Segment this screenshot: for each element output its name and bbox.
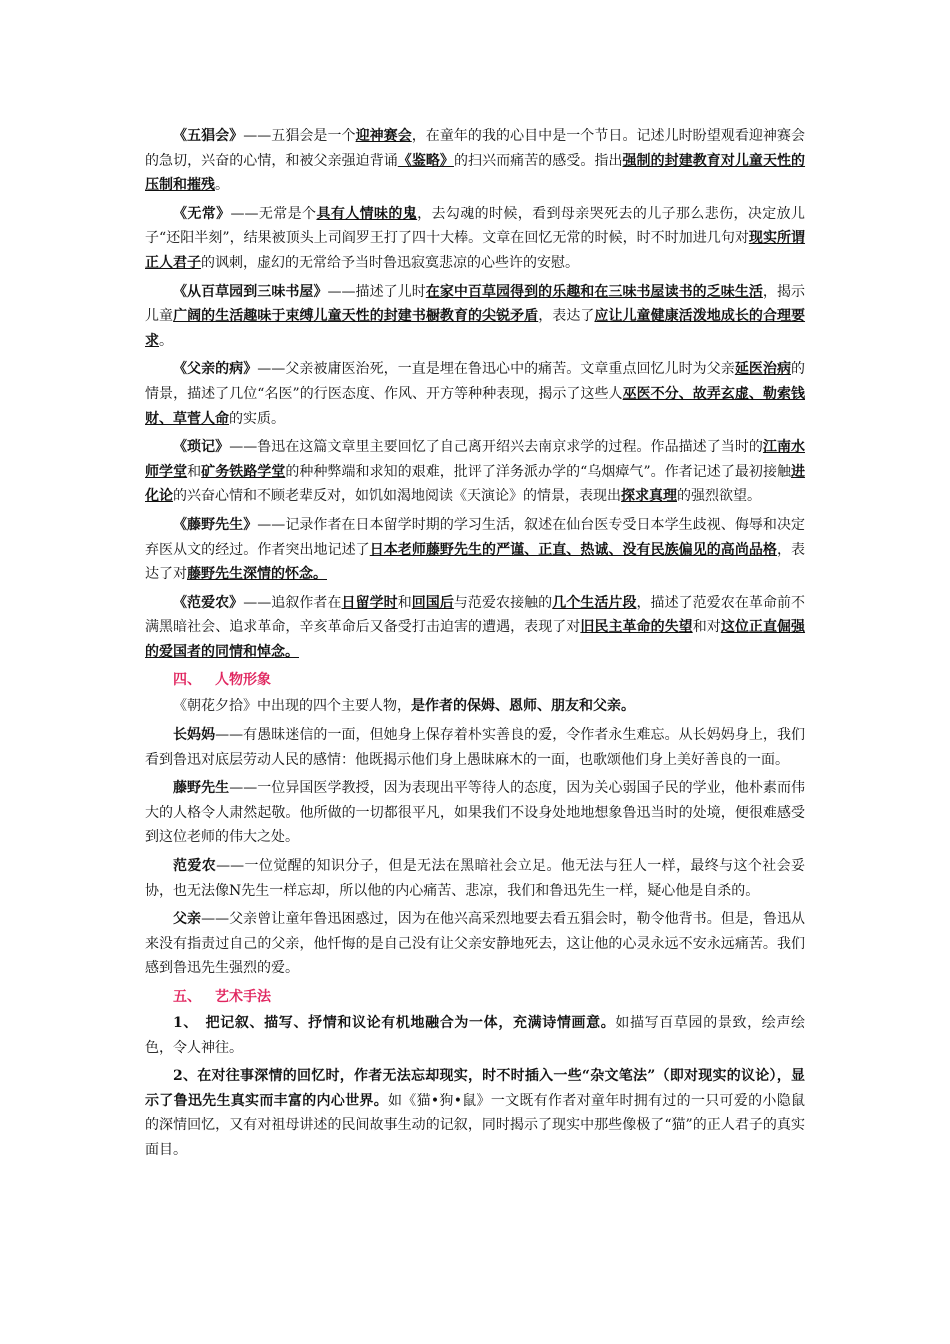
body-text: ，描述了范爱农在革命前不满黑暗社会、追求革命，辛亥革命后又备受打击迫害的遭遇，表现了对: [145, 594, 806, 636]
bold-text: 父亲: [173, 911, 202, 928]
body-text: 的扫兴而痛苦的感受。指出: [453, 152, 623, 169]
underlined-key-phrase: 强制的封建教育对儿童天性的压制和摧残: [145, 152, 806, 194]
body-text: 的情景，描述了几位“名医”的行医态度、作风、开方等种种表现，揭示了这些人: [145, 361, 806, 402]
section-5-title: 艺术手法: [215, 989, 271, 1005]
work-tengye: [145, 513, 805, 587]
underlined-key-phrase: 具有人情味的鬼: [316, 205, 418, 222]
section-4-title: 人物形象: [215, 672, 271, 689]
underlined-key-phrase: 几个生活片段: [552, 594, 637, 611]
bold-text: 藤野先生: [173, 780, 230, 797]
section-5-number: 五、: [173, 989, 201, 1005]
underlined-key-phrase: 江南水师学堂: [145, 439, 805, 480]
work-wuchang: [145, 202, 805, 276]
underlined-key-phrase: 现实所谓正人君子: [145, 230, 806, 271]
bold-text: 2、在对往事深情的回忆时，作者无法忘却现实，时不时插入一些“杂文笔法”（即对现实的议论），显示了鲁迅先生真实而丰富的内心世界。: [145, 1068, 805, 1109]
body-text: 和: [187, 463, 202, 480]
underlined-key-phrase: 回国后: [411, 594, 454, 611]
bold-text: 《从百草园到三味书屋》: [173, 283, 328, 300]
underlined-key-phrase: 广阔的生活趣味于束缚儿童天性的封建书橱教育的尖锐矛盾: [173, 308, 539, 325]
body-text: ——父亲曾让童年鲁迅困惑过，因为在他兴高采烈地要去看五猖会时，勒令他背书。但是，鲁迅从来没有指责过自己的父亲，他忏悔的是自己没有让父亲安静地死去，这让他的心灵永远不安永远痛苦。我们感到鲁迅先生强烈的爱。: [145, 911, 805, 977]
underlined-key-phrase: 应让儿童健康活泼地成长的合理要求: [145, 308, 806, 349]
body-text: 的实质。: [229, 410, 285, 427]
underlined-key-phrase: 旧民主革命的失望: [580, 619, 693, 636]
body-text: ——记录作者在日本留学时期的学习生活，叙述在仙台医专受日本学生歧视、侮辱和决定弃医从文的经过。作者突出地记述了: [145, 516, 805, 558]
body-text: 的强烈欲望。: [677, 488, 761, 505]
bold-text: 1、 把记叙、描写、抒情和议论有机地融合为一体，充满诗情画意。: [173, 1015, 616, 1031]
body-text: ，表达了对: [145, 541, 806, 583]
body-text: ，去勾魂的时候，看到母亲哭死去的儿子那么悲伤，决定放儿子“还阳半刻”，结果被顶头上司阎罗王打了四十大棒。文章在回忆无常的时候，时不时加进几句对: [145, 205, 806, 247]
bold-text: 长妈妈: [173, 727, 216, 744]
body-text: ，在童年的我的心目中是一个节日。记述儿时盼望观看迎神赛会的急切，兴奋的心情，和被父亲强迫背诵: [145, 128, 806, 169]
body-text: ——一位异国医学教授，因为表现出平等待人的态度，因为关心弱国子民的学业，他朴素而伟大的人格令人肃然起敬。他所做的一切都很平凡，如果我们不设身处地地想象鲁迅当时的处境，便很难感受到这位老师的伟大之处。: [145, 780, 805, 846]
document-page: [145, 124, 805, 1167]
underlined-key-phrase: 探求真理: [621, 488, 677, 505]
bold-text: 《琐记》: [173, 439, 230, 456]
character-fanainong: [145, 854, 805, 903]
body-text: 。: [159, 332, 173, 349]
body-text: ——无常是个: [230, 205, 317, 222]
underlined-key-phrase: 《鉴略》: [397, 152, 454, 169]
work-fuqin: [145, 357, 805, 431]
underlined-key-phrase: 延医治病: [734, 361, 792, 378]
bold-text: 是作者的保姆、恩师、朋友和父亲。: [411, 698, 635, 715]
character-tengye: [145, 776, 805, 850]
underlined-key-phrase: 进化论: [145, 463, 806, 505]
body-text: 如描写百草园的景致，绘声绘色，令人神往。: [145, 1015, 805, 1056]
bold-text: 《范爱农》: [173, 594, 244, 611]
character-fuqin: [145, 907, 805, 981]
body-text: ——一位觉醒的知识分子，但是无法在黑暗社会立足。他无法与狂人一样，最终与这个社会妥协，也无法像N先生一样忘却，所以他的内心痛苦、悲凉，我们和鲁迅先生一样，疑心他是自杀的。: [145, 858, 806, 899]
section-5-heading: [173, 985, 805, 1009]
body-text: 的种种弊端和求知的艰难，批评了洋务派办学的“乌烟瘴气”。作者记述了最初接触: [285, 463, 792, 480]
section-4-heading: [173, 668, 805, 692]
underlined-key-phrase: 藤野先生深情的怀念。: [187, 566, 327, 583]
section-4-intro: [145, 694, 805, 719]
bold-text: 《五猖会》: [173, 128, 244, 144]
body-text: 。: [215, 177, 229, 194]
body-text: 和对: [692, 619, 721, 636]
underlined-key-phrase: 迎神赛会: [355, 128, 412, 144]
body-text: 与范爱农接触的: [453, 594, 553, 611]
underlined-key-phrase: 矿务铁路学堂: [201, 463, 286, 480]
underlined-key-phrase: 巫医不分、故弄玄虚、勒索钱财、草菅人命: [145, 385, 806, 427]
body-text: ——有愚昧迷信的一面，但她身上保存着朴实善良的爱，令作者永生难忘。从长妈妈身上，我们看到鲁迅对底层劳动人民的感情：他既揭示他们身上愚昧麻木的一面，也歌颂他们身上美好善良的一面。: [145, 727, 805, 768]
body-text: ——父亲被庸医治死，一直是埋在鲁迅心中的痛苦。文章重点回忆儿时为父亲: [257, 361, 735, 378]
body-text: 《朝花夕拾》中出现的四个主要人物，: [173, 698, 411, 715]
body-text: ，表达了: [538, 308, 595, 325]
work-baicaoyuan: [145, 280, 805, 354]
bold-text: 范爱农: [173, 858, 217, 875]
art-technique-1: [145, 1011, 805, 1060]
body-text: ——鲁迅在这篇文章里主要回忆了自己离开绍兴去南京求学的过程。作品描述了当时的: [229, 439, 763, 456]
body-text: ，揭示儿童: [145, 283, 806, 325]
body-text: 如《猫•狗•鼠》一文既有作者对童年时拥有过的一只可爱的小隐鼠的深情回忆，又有对祖母讲述的民间故事生动的记叙，同时揭示了现实中那些像极了“猫”的正人君子的真实面目。: [145, 1092, 805, 1158]
bold-text: 《藤野先生》: [173, 516, 258, 533]
work-fanainong: [145, 591, 805, 665]
body-text: 的讽刺，虚幻的无常给予当时鲁迅寂寞悲凉的心些许的安慰。: [201, 254, 579, 271]
body-text: ——追叙作者在: [243, 594, 342, 611]
underlined-key-phrase: 在家中百草园得到的乐趣和在三味书屋读书的乏味生活: [425, 283, 763, 300]
body-text: ——五猖会是一个: [243, 128, 356, 144]
bold-text: 《无常》: [173, 205, 231, 222]
body-text: 和: [397, 594, 412, 611]
character-changmama: [145, 723, 805, 772]
section-4-number: 四、: [173, 672, 201, 689]
work-suoji: [145, 435, 805, 509]
underlined-key-phrase: 日留学时: [341, 594, 398, 611]
body-text: ——描述了儿时: [327, 283, 426, 300]
art-technique-2: [145, 1064, 805, 1162]
underlined-key-phrase: 日本老师藤野先生的严谨、正直、热诚、没有民族偏见的高尚品格: [369, 541, 777, 558]
body-text: 的兴奋心情和不顾老辈反对，如饥如渴地阅读《天演论》的情景，表现出: [173, 488, 621, 505]
bold-text: 《父亲的病》: [173, 361, 258, 378]
work-wuchanghui: [145, 124, 805, 198]
underlined-key-phrase: 这位正直倔强的爱国者的同情和悼念。: [145, 619, 806, 660]
